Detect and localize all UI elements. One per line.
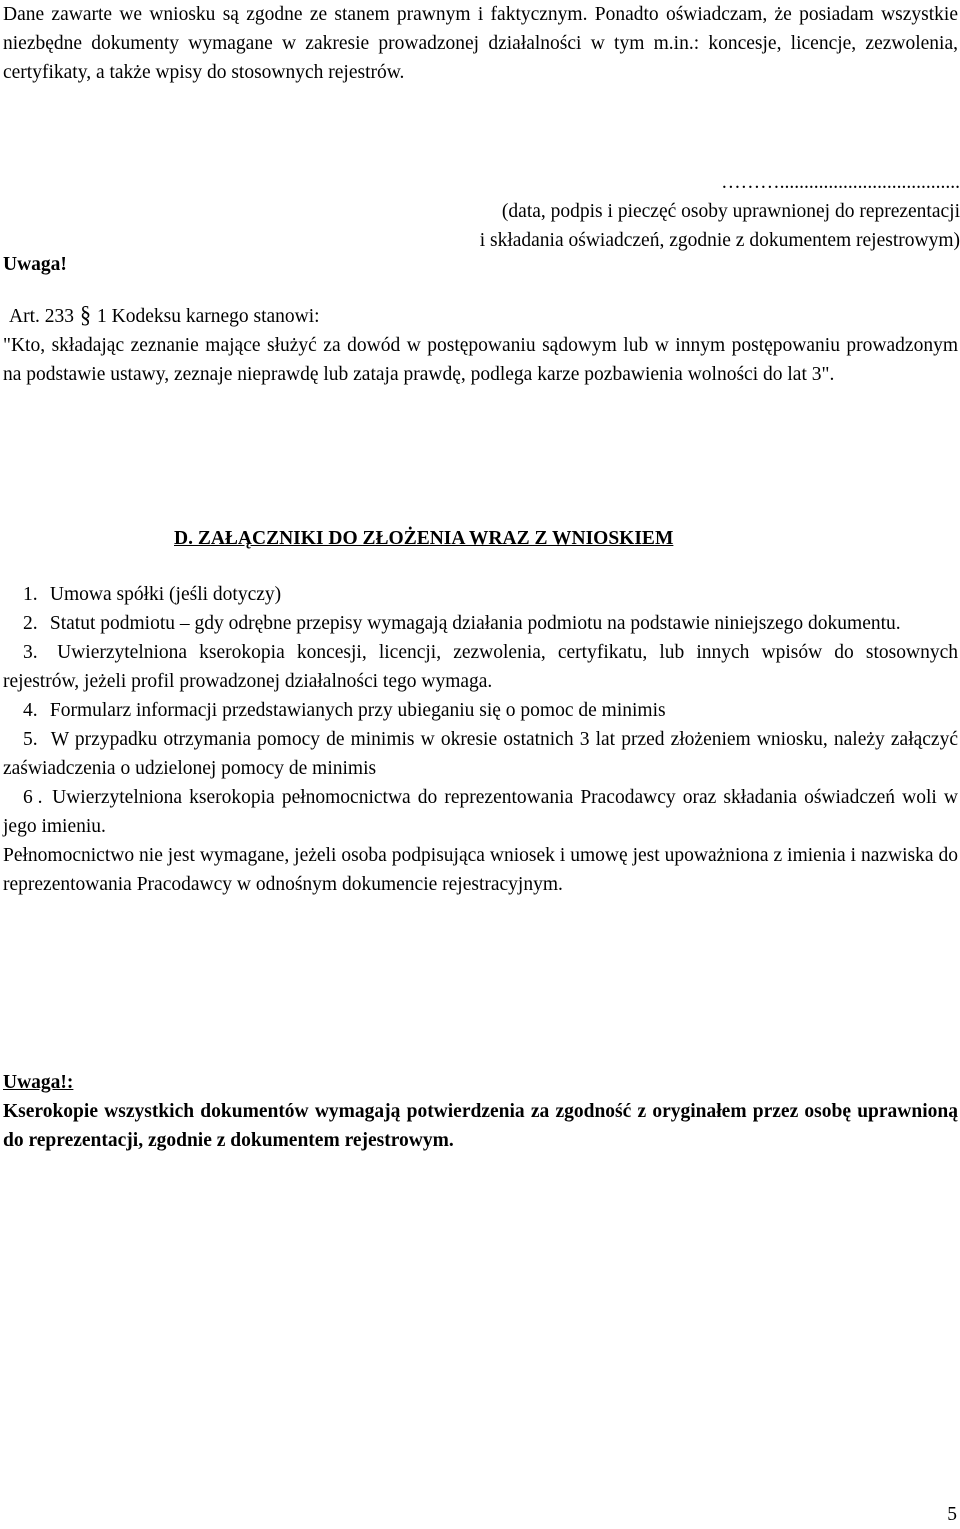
penal-code-note	[3, 300, 958, 389]
list-item	[3, 783, 958, 841]
list-item-text: Umowa spółki (jeśli dotyczy)	[49, 584, 282, 605]
art-prefix: Art. 233	[9, 306, 74, 327]
list-item	[3, 638, 958, 696]
list-item-number: 6 .	[23, 787, 43, 808]
list-item	[3, 696, 958, 725]
list-item-text: W przypadku otrzymania pomocy de minimis w okresie ostatnich 3 lat przed złożeniem wniosku, należy załączyć zaświadczenia o udzielonej pomocy de minimis	[3, 729, 958, 779]
signature-dots: ……….....................................	[721, 172, 960, 193]
list-item-number: 5.	[23, 729, 38, 750]
list-item	[3, 609, 958, 638]
list-item-number: 3.	[23, 642, 38, 663]
page-number: 5	[947, 1504, 957, 1525]
document-page	[3, 0, 958, 87]
list-item-number: 4.	[23, 700, 38, 721]
proxy-note: Pełnomocnictwo nie jest wymagane, jeżeli osoba podpisująca wniosek i umowę jest upoważniona z imienia i nazwiska do reprezentowania Pracodawcy w odnośnym dokumencie rejestracyjnym.	[3, 845, 958, 895]
signature-block	[430, 168, 960, 255]
art-reference	[3, 300, 958, 331]
copies-warning-text: Kserokopie wszystkich dokumentów wymagają potwierdzenia za zgodność z oryginałem przez osobę uprawnioną do reprezentacji, zgodnie z dokumentem rejestrowym.	[3, 1101, 958, 1151]
art-suffix: 1 Kodeksu karnego stanowi:	[97, 306, 320, 327]
copies-warning	[3, 1068, 958, 1155]
warning-label: Uwaga!	[3, 254, 67, 275]
list-item	[3, 580, 958, 609]
paragraph-sign: §	[80, 300, 91, 329]
copies-warning-label: Uwaga!:	[3, 1072, 74, 1093]
list-item-text: Statut podmiotu – gdy odrębne przepisy wymagają działania podmiotu na podstawie niniejszego dokumentu.	[49, 613, 901, 634]
list-item	[3, 725, 958, 783]
list-item-text: Formularz informacji przedstawianych przy ubieganiu się o pomoc de minimis	[49, 700, 666, 721]
signature-caption-line1: (data, podpis i pieczęć osoby uprawnionej do reprezentacji	[501, 201, 960, 222]
list-item-text: Uwierzytelniona kserokopia koncesji, licencji, zezwolenia, certyfikatu, lub innych wpisów do stosownych rejestrów, jeżeli profil prowadzonej działalności tego wymaga.	[3, 642, 959, 692]
list-item-number: 1.	[23, 584, 38, 605]
art-quote: "Kto, składając zeznanie mające służyć za dowód w postępowaniu sądowym lub w innym postępowaniu prowadzonym na podstawie ustawy, zeznaje nieprawdę lub zataja prawdę, podlega karze pozbawienia wolności do lat 3".	[3, 335, 958, 385]
signature-caption-line2: i składania oświadczeń, zgodnie z dokumentem rejestrowym)	[479, 230, 960, 251]
list-item-text: Uwierzytelniona kserokopia pełnomocnictwa do reprezentowania Pracodawcy oraz składania oświadczeń woli w jego imieniu.	[3, 787, 958, 837]
section-heading: D. ZAŁĄCZNIKI DO ZŁOŻENIA WRAZ Z WNIOSKIEM	[174, 528, 674, 549]
list-item-number: 2.	[23, 613, 38, 634]
declaration-paragraph: Dane zawarte we wniosku są zgodne ze stanem prawnym i faktycznym. Ponadto oświadczam, że posiadam wszystkie niezbędne dokumenty wymagane w zakresie prowadzonej działalności w tym m.in.: koncesje, licencje, zezwolenia, certyfikaty, a także wpisy do stosownych rejestrów.	[3, 4, 958, 83]
attachments-list	[3, 580, 958, 899]
